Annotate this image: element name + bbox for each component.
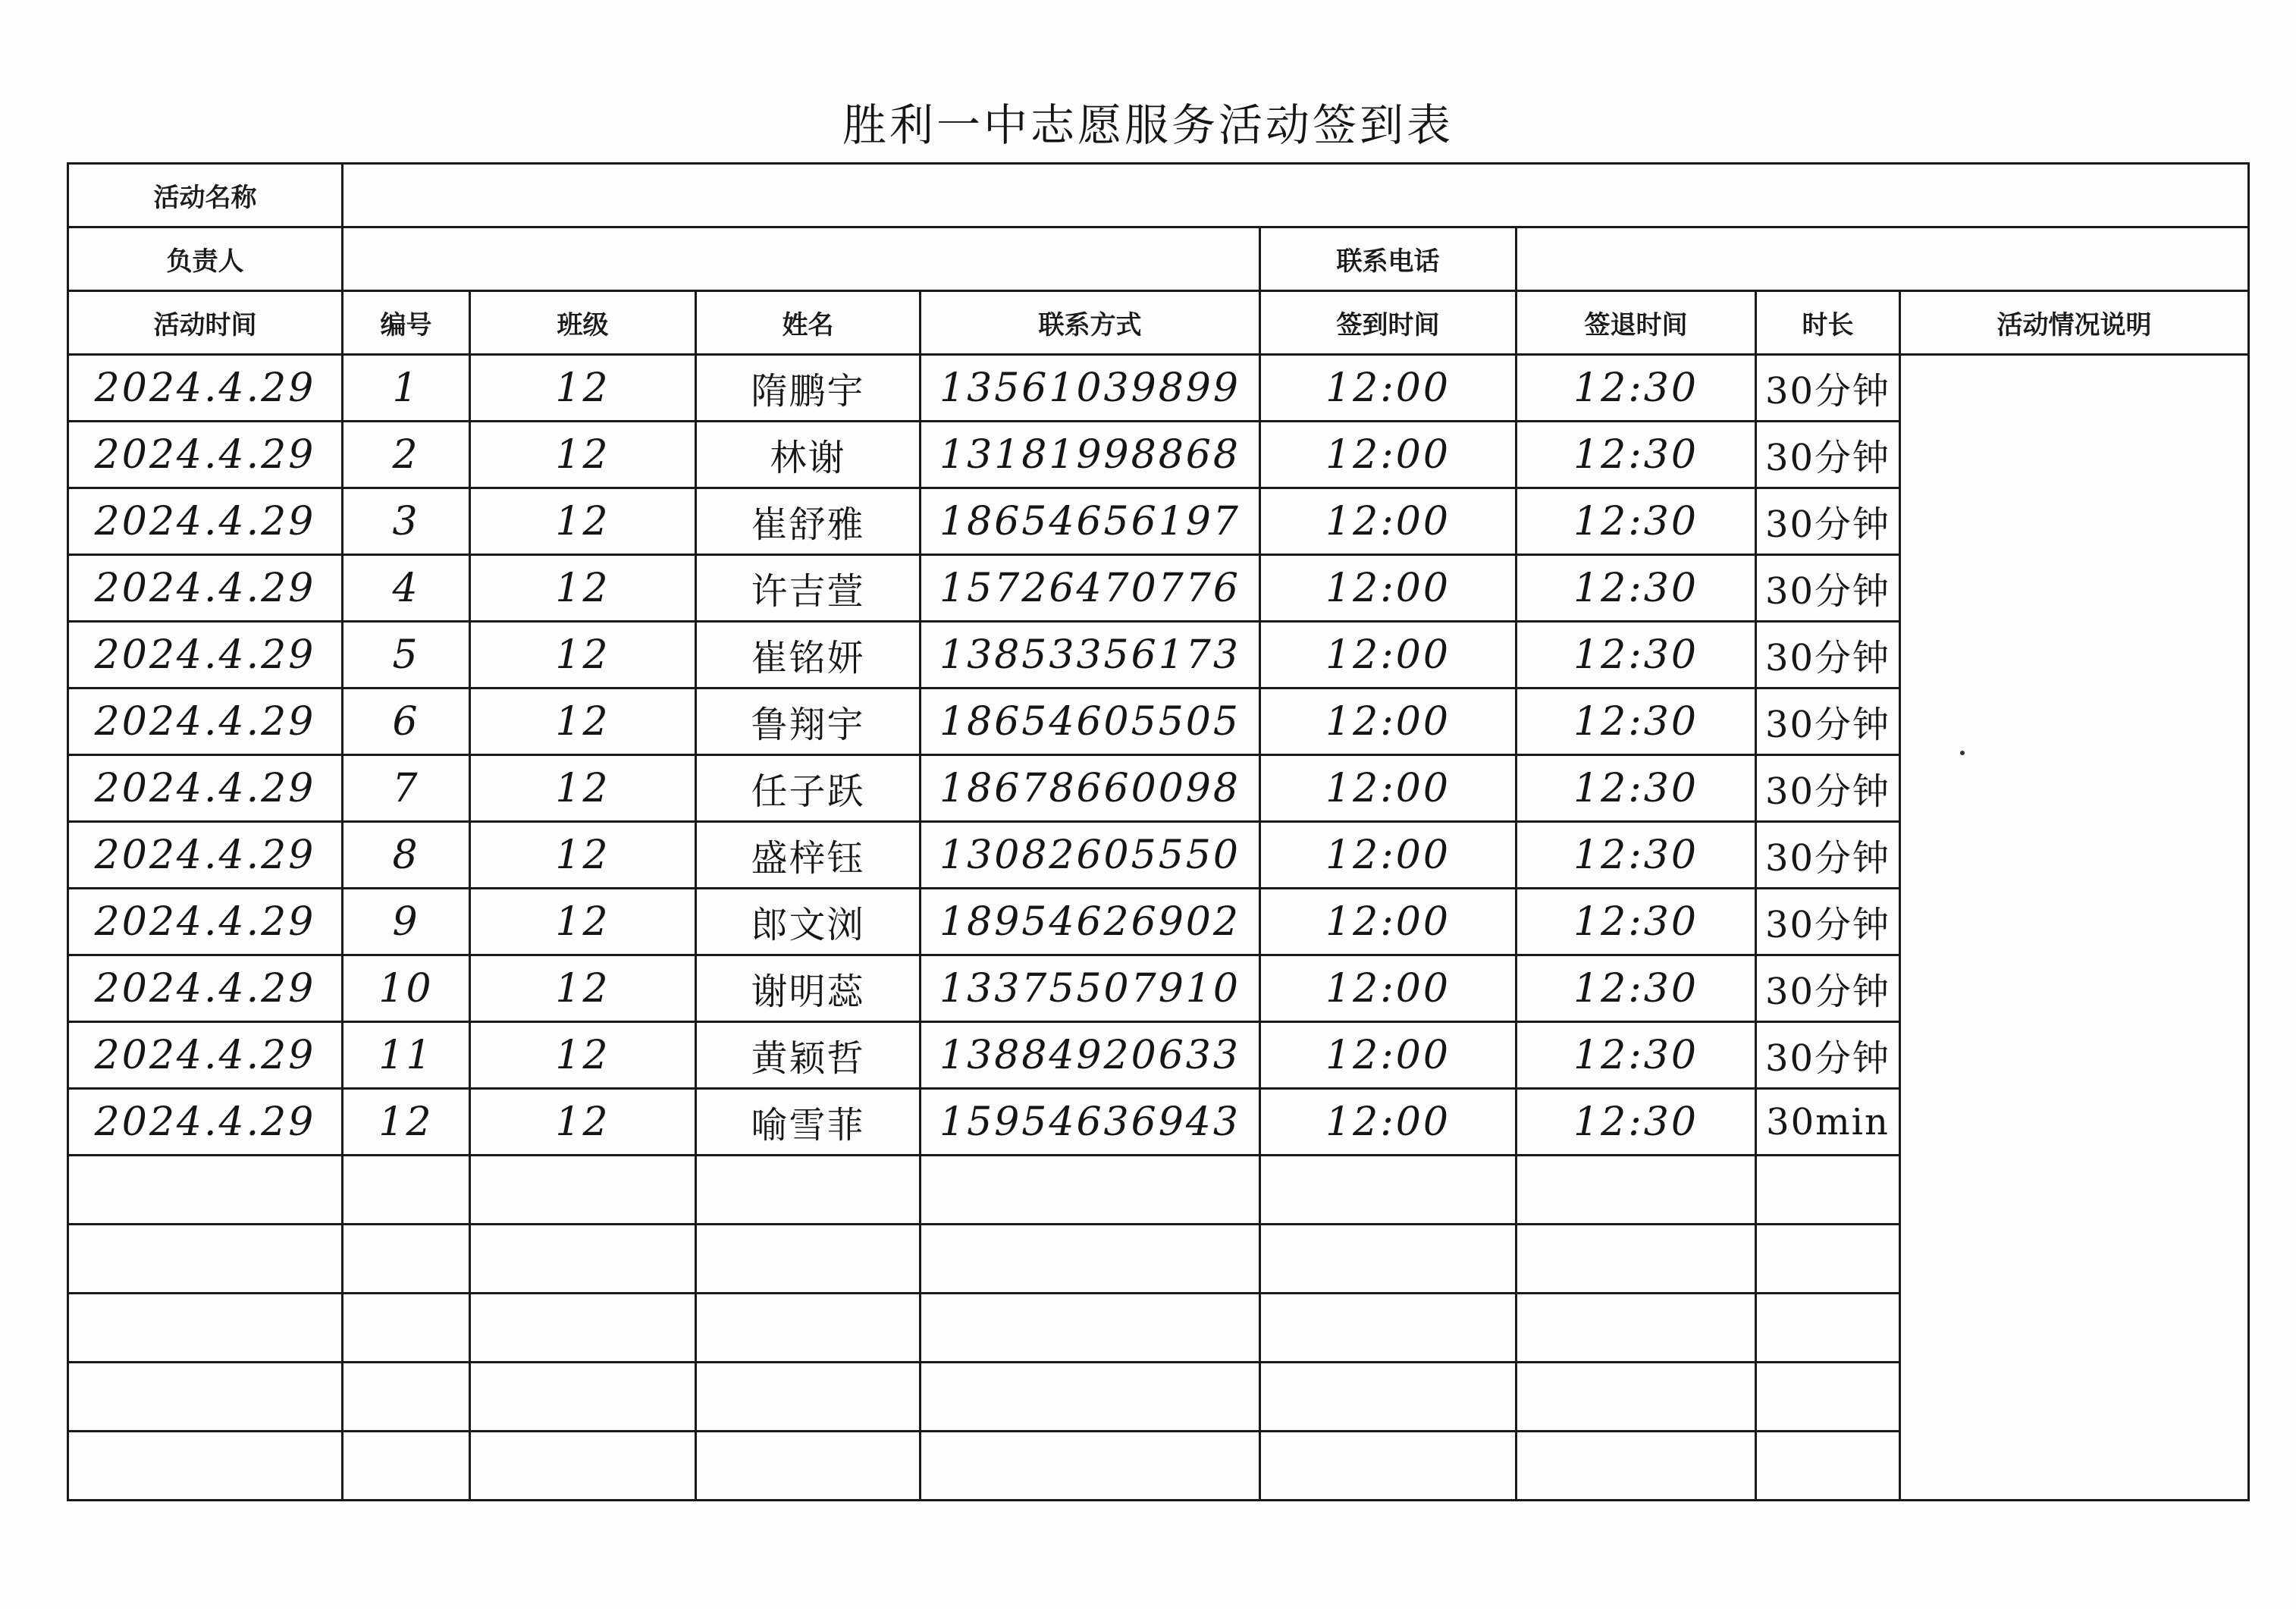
blank-cell[interactable]: [1756, 1432, 1900, 1501]
sign-in-cell[interactable]: 12:00: [1260, 889, 1517, 955]
blank-cell[interactable]: [1517, 1225, 1756, 1294]
responsible-row: [68, 227, 2249, 291]
duration-cell[interactable]: 30分钟: [1756, 488, 1900, 555]
blank-cell[interactable]: [343, 1432, 470, 1501]
duration-cell[interactable]: 30分钟: [1756, 622, 1900, 688]
sign-in-cell[interactable]: 12:00: [1260, 555, 1517, 622]
class-cell[interactable]: 12: [470, 1022, 696, 1089]
class-cell[interactable]: 12: [470, 755, 696, 822]
date-cell[interactable]: 2024.4.29: [68, 422, 343, 488]
blank-cell[interactable]: [68, 1294, 343, 1363]
sign-out-cell[interactable]: 12:30: [1517, 688, 1756, 755]
sign-out-cell[interactable]: 12:30: [1517, 1022, 1756, 1089]
duration-cell[interactable]: 30分钟: [1756, 1022, 1900, 1089]
name-cell[interactable]: 崔舒雅: [696, 488, 921, 555]
blank-cell[interactable]: [343, 1363, 470, 1432]
col-header-contact: 联系方式: [921, 291, 1260, 355]
class-cell[interactable]: 12: [470, 488, 696, 555]
blank-cell[interactable]: [1756, 1156, 1900, 1225]
sign-in-cell[interactable]: 12:00: [1260, 1022, 1517, 1089]
col-header-sign-out-time: 签退时间: [1517, 291, 1756, 355]
responsible-person-label: 负责人: [68, 227, 343, 291]
class-cell[interactable]: 12: [470, 422, 696, 488]
duration-cell[interactable]: 30分钟: [1756, 889, 1900, 955]
sign-out-cell[interactable]: 12:30: [1517, 488, 1756, 555]
phone-cell[interactable]: 15954636943: [921, 1089, 1260, 1156]
blank-cell[interactable]: [696, 1432, 921, 1501]
column-header-row: [68, 291, 2249, 355]
name-cell[interactable]: 林谢: [696, 422, 921, 488]
name-cell[interactable]: 隋鹏宇: [696, 355, 921, 422]
date-cell[interactable]: 2024.4.29: [68, 822, 343, 889]
number-cell[interactable]: 5: [343, 622, 470, 688]
col-header-class: 班级: [470, 291, 696, 355]
duration-cell[interactable]: 30分钟: [1756, 822, 1900, 889]
blank-cell[interactable]: [343, 1156, 470, 1225]
blank-cell[interactable]: [1517, 1156, 1756, 1225]
blank-cell[interactable]: [470, 1432, 696, 1501]
number-cell[interactable]: 9: [343, 889, 470, 955]
name-cell[interactable]: 鲁翔宇: [696, 688, 921, 755]
blank-cell[interactable]: [696, 1156, 921, 1225]
number-cell[interactable]: 3: [343, 488, 470, 555]
class-cell[interactable]: 12: [470, 1089, 696, 1156]
number-cell[interactable]: 10: [343, 955, 470, 1022]
blank-cell[interactable]: [1517, 1432, 1756, 1501]
sign-in-cell[interactable]: 12:00: [1260, 1089, 1517, 1156]
sign-out-cell[interactable]: 12:30: [1517, 355, 1756, 422]
date-cell[interactable]: 2024.4.29: [68, 622, 343, 688]
number-cell[interactable]: 4: [343, 555, 470, 622]
sign-in-cell[interactable]: 12:00: [1260, 422, 1517, 488]
duration-cell[interactable]: 30分钟: [1756, 422, 1900, 488]
blank-cell[interactable]: [470, 1225, 696, 1294]
name-cell[interactable]: 谢明蕊: [696, 955, 921, 1022]
date-cell[interactable]: 2024.4.29: [68, 889, 343, 955]
blank-cell[interactable]: [1517, 1363, 1756, 1432]
duration-cell[interactable]: 30分钟: [1756, 555, 1900, 622]
blank-cell[interactable]: [921, 1294, 1260, 1363]
duration-cell[interactable]: 30分钟: [1756, 688, 1900, 755]
activity-name-label: 活动名称: [68, 164, 343, 227]
number-cell[interactable]: 7: [343, 755, 470, 822]
col-header-name: 姓名: [696, 291, 921, 355]
sign-out-cell[interactable]: 12:30: [1517, 555, 1756, 622]
document-title: 胜利一中志愿服务活动签到表: [842, 99, 1454, 151]
duration-cell[interactable]: 30min: [1756, 1089, 1900, 1156]
activity-notes-cell[interactable]: [1900, 355, 2249, 1501]
activity-name-field[interactable]: [343, 164, 2249, 227]
blank-cell[interactable]: [1756, 1363, 1900, 1432]
number-cell[interactable]: 12: [343, 1089, 470, 1156]
blank-cell[interactable]: [1260, 1363, 1517, 1432]
sign-out-cell[interactable]: 12:30: [1517, 822, 1756, 889]
sign-in-cell[interactable]: 12:00: [1260, 488, 1517, 555]
col-header-activity-time: 活动时间: [68, 291, 343, 355]
date-cell[interactable]: 2024.4.29: [68, 1022, 343, 1089]
blank-cell[interactable]: [1756, 1294, 1900, 1363]
blank-cell[interactable]: [68, 1363, 343, 1432]
blank-cell[interactable]: [696, 1363, 921, 1432]
number-cell[interactable]: 1: [343, 355, 470, 422]
blank-cell[interactable]: [696, 1294, 921, 1363]
sign-out-cell[interactable]: 12:30: [1517, 955, 1756, 1022]
name-cell[interactable]: 任子跃: [696, 755, 921, 822]
sign-in-cell[interactable]: 12:00: [1260, 955, 1517, 1022]
date-cell[interactable]: 2024.4.29: [68, 555, 343, 622]
col-header-sign-in-time: 签到时间: [1260, 291, 1517, 355]
phone-cell[interactable]: 13375507910: [921, 955, 1260, 1022]
sign-in-cell[interactable]: 12:00: [1260, 622, 1517, 688]
phone-cell[interactable]: 13082605550: [921, 822, 1260, 889]
blank-cell[interactable]: [470, 1294, 696, 1363]
phone-cell[interactable]: 18654656197: [921, 488, 1260, 555]
phone-cell[interactable]: 13181998868: [921, 422, 1260, 488]
sign-out-cell[interactable]: 12:30: [1517, 755, 1756, 822]
col-header-number: 编号: [343, 291, 470, 355]
blank-cell[interactable]: [1260, 1156, 1517, 1225]
class-cell[interactable]: 12: [470, 622, 696, 688]
phone-cell[interactable]: 13561039899: [921, 355, 1260, 422]
sign-in-cell[interactable]: 12:00: [1260, 355, 1517, 422]
ink-dot: [1960, 751, 1965, 755]
name-cell[interactable]: 郎文浏: [696, 889, 921, 955]
phone-cell[interactable]: 18678660098: [921, 755, 1260, 822]
class-cell[interactable]: 12: [470, 555, 696, 622]
table-row: [68, 355, 2249, 422]
sign-in-table: [67, 162, 2250, 1501]
blank-cell[interactable]: [1260, 1294, 1517, 1363]
contact-phone-label: 联系电话: [1260, 227, 1517, 291]
blank-cell[interactable]: [1260, 1432, 1517, 1501]
duration-cell[interactable]: 30分钟: [1756, 355, 1900, 422]
date-cell[interactable]: 2024.4.29: [68, 955, 343, 1022]
class-cell[interactable]: 12: [470, 955, 696, 1022]
date-cell[interactable]: 2024.4.29: [68, 1089, 343, 1156]
phone-cell[interactable]: 13884920633: [921, 1022, 1260, 1089]
duration-cell[interactable]: 30分钟: [1756, 955, 1900, 1022]
sign-in-cell[interactable]: 12:00: [1260, 688, 1517, 755]
name-cell[interactable]: 喻雪菲: [696, 1089, 921, 1156]
sign-out-cell[interactable]: 12:30: [1517, 622, 1756, 688]
name-cell[interactable]: 崔铭妍: [696, 622, 921, 688]
blank-cell[interactable]: [921, 1225, 1260, 1294]
blank-cell[interactable]: [343, 1294, 470, 1363]
class-cell[interactable]: 12: [470, 889, 696, 955]
sign-out-cell[interactable]: 12:30: [1517, 889, 1756, 955]
name-cell[interactable]: 黄颖哲: [696, 1022, 921, 1089]
blank-cell[interactable]: [470, 1363, 696, 1432]
number-cell[interactable]: 2: [343, 422, 470, 488]
blank-cell[interactable]: [470, 1156, 696, 1225]
class-cell[interactable]: 12: [470, 355, 696, 422]
blank-cell[interactable]: [921, 1363, 1260, 1432]
number-cell[interactable]: 11: [343, 1022, 470, 1089]
blank-cell[interactable]: [68, 1432, 343, 1501]
sign-out-cell[interactable]: 12:30: [1517, 1089, 1756, 1156]
blank-cell[interactable]: [696, 1225, 921, 1294]
blank-cell[interactable]: [921, 1432, 1260, 1501]
contact-phone-field[interactable]: [1517, 227, 2249, 291]
date-cell[interactable]: 2024.4.29: [68, 355, 343, 422]
blank-cell[interactable]: [68, 1156, 343, 1225]
blank-cell[interactable]: [921, 1156, 1260, 1225]
number-cell[interactable]: 6: [343, 688, 470, 755]
sign-in-cell[interactable]: 12:00: [1260, 822, 1517, 889]
col-header-activity-notes: 活动情况说明: [1900, 291, 2249, 355]
duration-cell[interactable]: 30分钟: [1756, 755, 1900, 822]
responsible-person-field[interactable]: [343, 227, 1260, 291]
date-cell[interactable]: 2024.4.29: [68, 488, 343, 555]
blank-cell[interactable]: [343, 1225, 470, 1294]
col-header-duration: 时长: [1756, 291, 1900, 355]
class-cell[interactable]: 12: [470, 822, 696, 889]
blank-cell[interactable]: [68, 1225, 343, 1294]
sign-in-cell[interactable]: 12:00: [1260, 755, 1517, 822]
phone-cell[interactable]: 18654605505: [921, 688, 1260, 755]
sign-out-cell[interactable]: 12:30: [1517, 422, 1756, 488]
class-cell[interactable]: 12: [470, 688, 696, 755]
phone-cell[interactable]: 18954626902: [921, 889, 1260, 955]
date-cell[interactable]: 2024.4.29: [68, 755, 343, 822]
activity-name-row: [68, 164, 2249, 227]
name-cell[interactable]: 许吉萱: [696, 555, 921, 622]
number-cell[interactable]: 8: [343, 822, 470, 889]
blank-cell[interactable]: [1756, 1225, 1900, 1294]
blank-cell[interactable]: [1260, 1225, 1517, 1294]
date-cell[interactable]: 2024.4.29: [68, 688, 343, 755]
phone-cell[interactable]: 15726470776: [921, 555, 1260, 622]
phone-cell[interactable]: 13853356173: [921, 622, 1260, 688]
name-cell[interactable]: 盛梓钰: [696, 822, 921, 889]
blank-cell[interactable]: [1517, 1294, 1756, 1363]
